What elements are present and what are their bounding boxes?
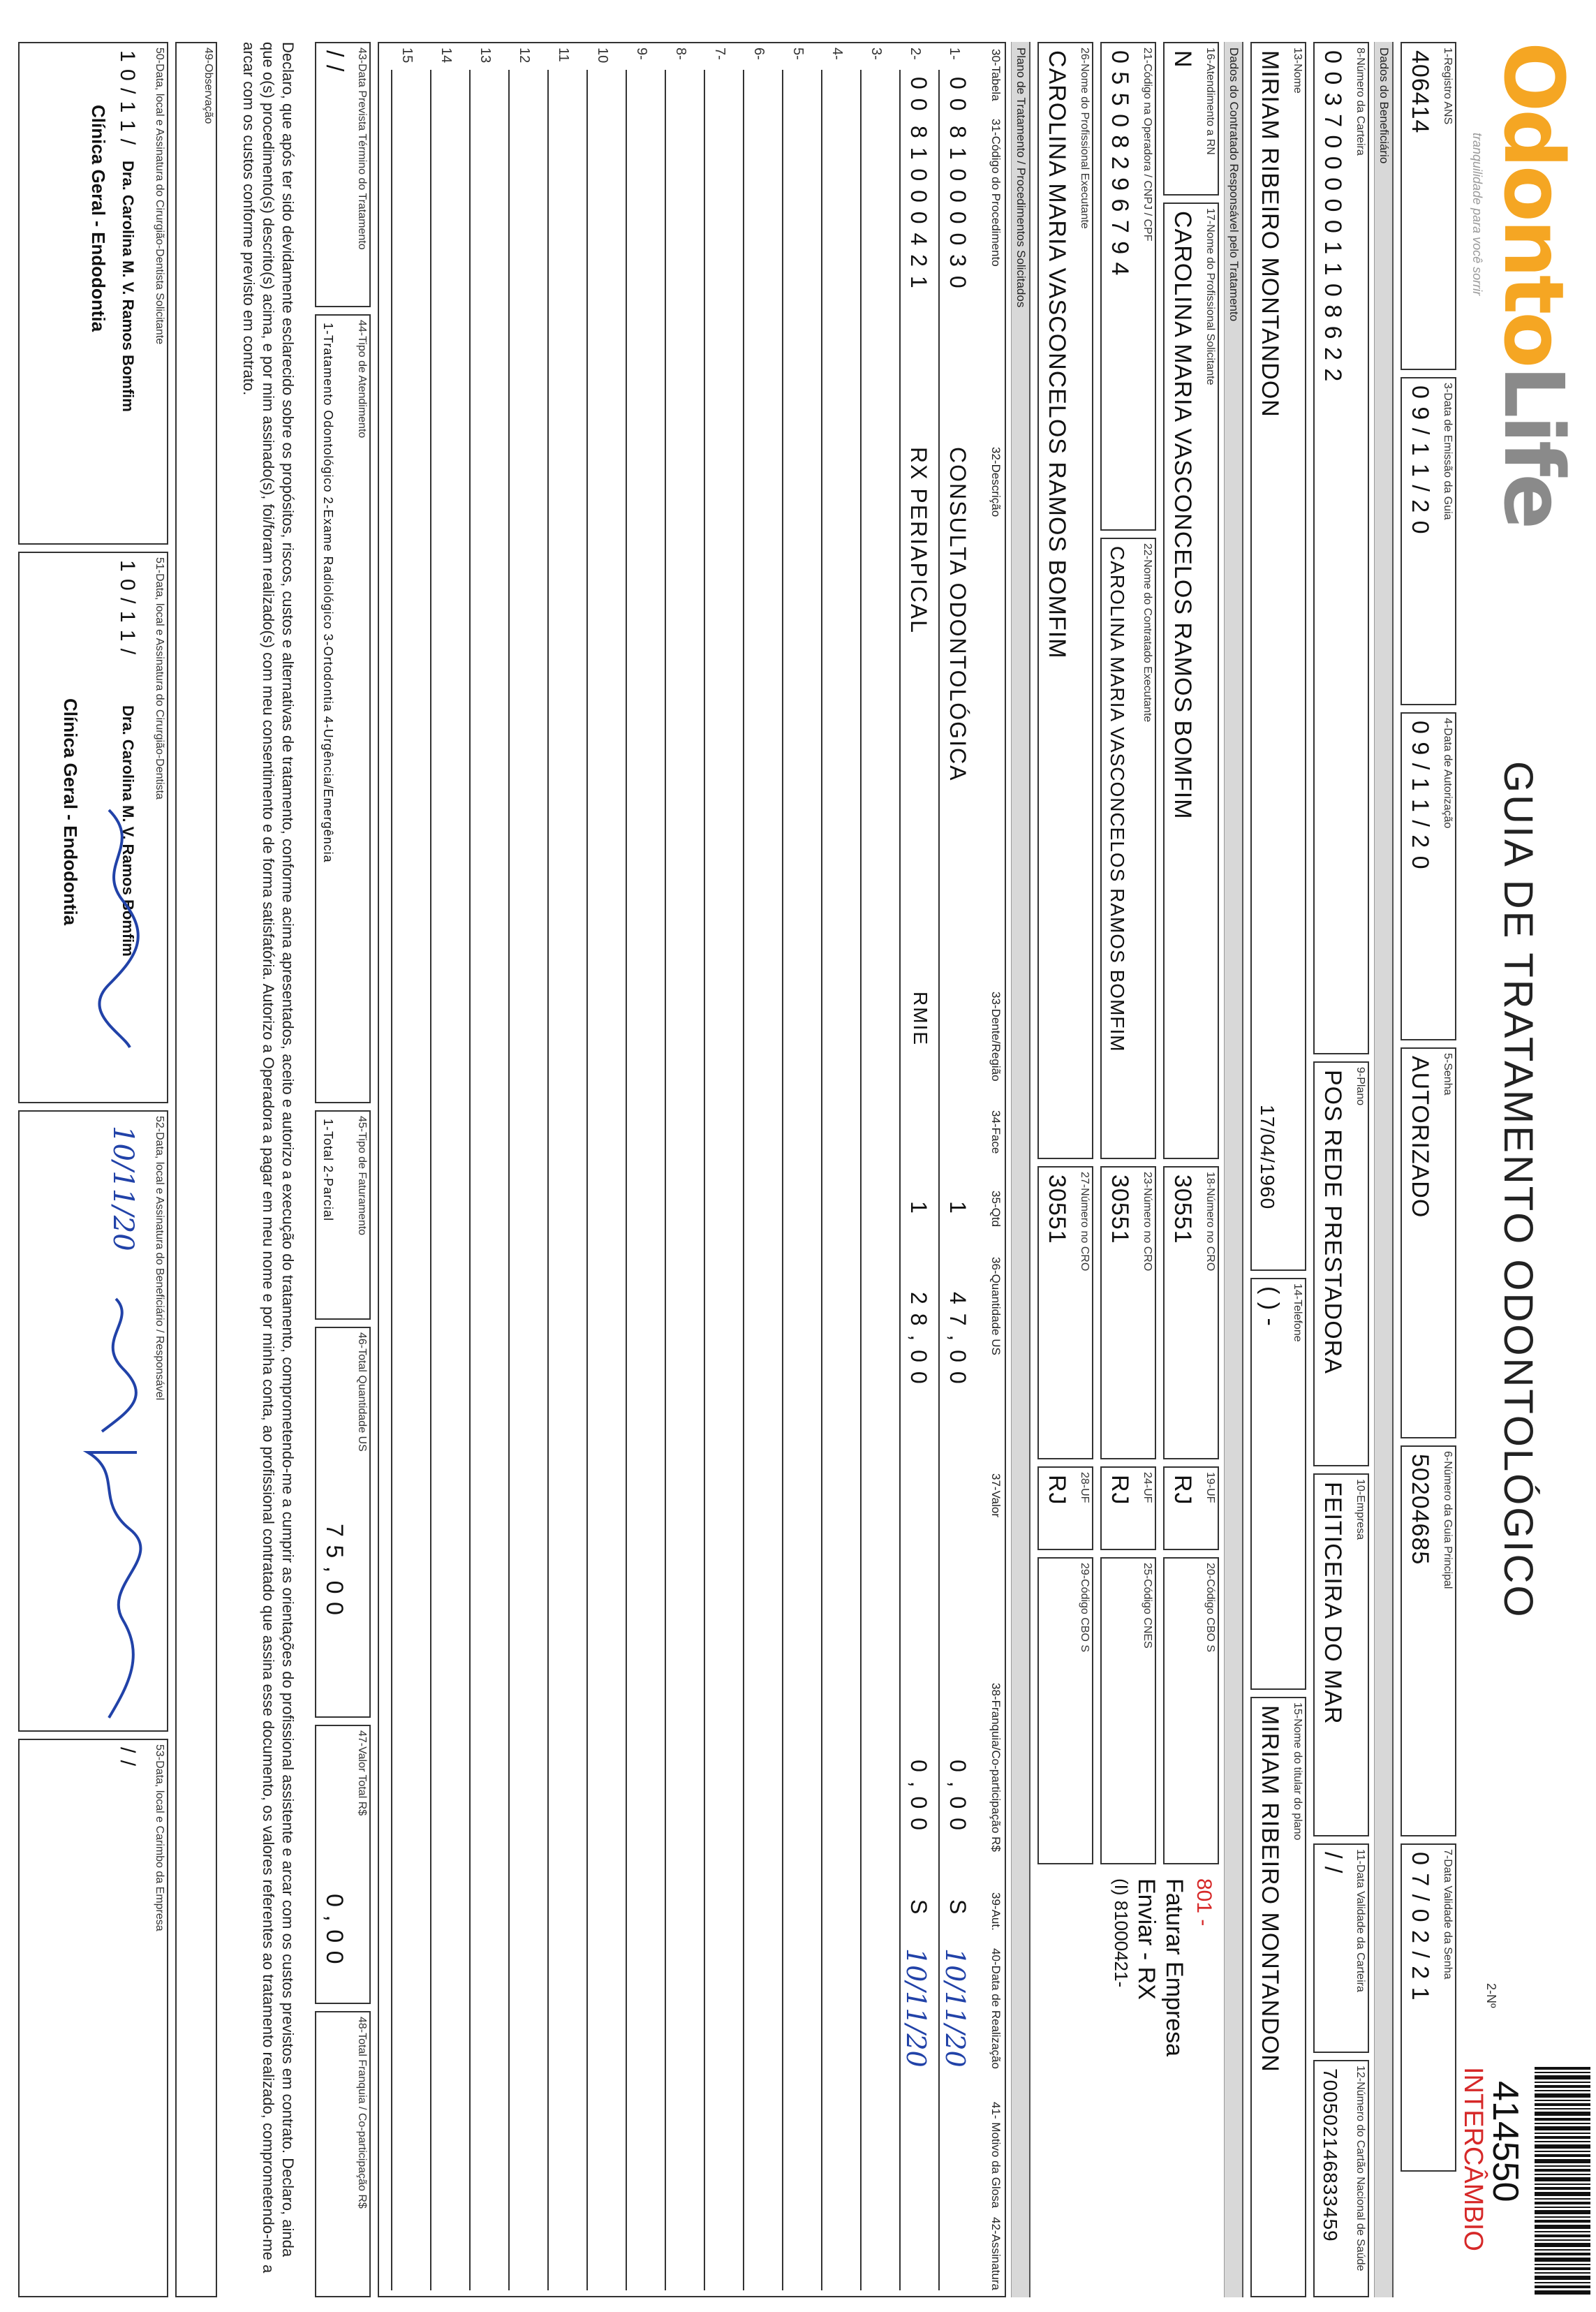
table-row[interactable] bbox=[547, 70, 549, 2290]
col-tabela: 30-Tabela bbox=[989, 49, 1003, 101]
signature-executante-icon bbox=[88, 803, 151, 1054]
field-codigo-operadora[interactable]: 21-Código na Operadora / CNPJ / CPF 0 5 5 0 8 2 9 6 7 9 4 bbox=[1100, 42, 1156, 531]
cell-us: 4 7 , 0 0 bbox=[945, 1292, 970, 1385]
col-valor: 37-Valor bbox=[989, 1473, 1003, 1517]
cell-us: 2 8 , 0 0 bbox=[906, 1292, 931, 1385]
table-row[interactable] bbox=[665, 70, 666, 2290]
col-face: 34-Face bbox=[989, 1110, 1003, 1154]
col-aut: 39-Aut. bbox=[989, 1892, 1003, 1931]
field-data-autorizacao[interactable]: 4-Data de Autorização 0 9 / 1 1 / 2 0 bbox=[1401, 712, 1456, 1040]
row-number: 13 bbox=[478, 47, 493, 64]
table-row[interactable] bbox=[626, 70, 627, 2290]
row-number: 2- bbox=[908, 47, 923, 60]
cell-aut: S bbox=[945, 1899, 970, 1916]
field-guia-principal[interactable]: 6-Número da Guia Principal 50204685 bbox=[1401, 1445, 1456, 1836]
row-number: 8- bbox=[673, 47, 688, 60]
note-code: 801 - bbox=[1192, 1878, 1216, 1927]
stamp-solicitante-line1: Dra. Carolina M. V. Ramos Bomfim bbox=[119, 161, 137, 412]
table-row[interactable] bbox=[743, 70, 744, 2290]
field-cro-executante[interactable]: 27-Número no CRO 30551 bbox=[1037, 1166, 1093, 1459]
cell-codigo: 8 1 0 0 0 4 2 1 bbox=[906, 126, 931, 290]
logo-tagline: tranquilidade para você sorrir bbox=[1470, 133, 1484, 296]
field-uf-executante[interactable]: 28-UF RJ bbox=[1037, 1466, 1093, 1550]
field-profissional-solicitante[interactable]: 17-Nome do Profissional Solicitante CAROLINA MARIA VASCONCELOS RAMOS BOMFIM bbox=[1163, 203, 1219, 1159]
col-franquia: 38-Franquia/Co-participação R$ bbox=[989, 1683, 1003, 1852]
field-validade-senha[interactable]: 7-Data Validade da Senha 0 7 / 0 2 / 2 1 bbox=[1401, 1843, 1456, 2172]
field-assinatura-solicitante[interactable]: 50-Data, local e Assinatura do Cirurgião-Dentista Solicitante 1 0 / 1 1 / bbox=[18, 42, 168, 545]
table-row[interactable] bbox=[586, 70, 588, 2290]
field-uf-solicitante[interactable]: 19-UF RJ bbox=[1163, 1466, 1219, 1550]
field-titular[interactable]: 15-Nome do titular do plano MIRIAM RIBEIRO MONTANDON bbox=[1250, 1697, 1306, 2297]
cell-franquia: 0 , 0 0 bbox=[945, 1760, 970, 1832]
cell-qtd: 1 bbox=[906, 1201, 931, 1215]
field-atendimento-rn[interactable]: 16-Atendimento a RN N bbox=[1163, 42, 1219, 196]
section-beneficiario: Dados do Beneficiário bbox=[1374, 42, 1394, 2297]
field-assinatura-executante[interactable]: 51-Data, local e Assinatura do Cirurgião-Dentista 1 0 / 1 1 / bbox=[18, 552, 168, 1103]
field-cbo-executante[interactable]: 29-Código CBO S bbox=[1037, 1557, 1093, 1864]
table-row[interactable] bbox=[430, 70, 431, 2290]
cell-descricao: RX PERIAPICAL bbox=[906, 447, 931, 634]
cell-data: 10/11/20 bbox=[901, 1948, 931, 2068]
birth-date: 17/04/1960 bbox=[1257, 1105, 1278, 1210]
cell-tabela: 0 0 bbox=[945, 77, 970, 112]
cell-qtd: 1 bbox=[945, 1201, 970, 1215]
document-title: GUIA DE TRATAMENTO ODONTOLÓGICO bbox=[1495, 761, 1541, 1619]
field-tipo-atendimento[interactable]: 44-Tipo de Atendimento 1-Tratamento Odontológico 2-Exame Radiológico 3-Ortodontia 4-Urgência/Emergência bbox=[315, 314, 371, 1103]
col-motivo-glosa: 41- Motivo da Glosa bbox=[989, 2102, 1003, 2209]
table-row[interactable] bbox=[469, 70, 471, 2290]
signature-beneficiario-icon bbox=[74, 1292, 151, 1725]
row-number: 6- bbox=[751, 47, 767, 60]
field-cartao-sus[interactable]: 12-Número do Cartão Nacional de Saúde 700502146833459 bbox=[1313, 2060, 1369, 2297]
cell-tabela: 0 0 bbox=[906, 77, 931, 112]
field-contratado-executante[interactable]: 22-Nome do Contratado Executante CAROLINA MARIA VASCONCELOS RAMOS BOMFIM bbox=[1100, 538, 1156, 1159]
field-telefone[interactable]: 14-Telefone ( ) - bbox=[1250, 1278, 1306, 1690]
field-numero-carteira[interactable]: 8-Número da Carteira 0 0 3 7 0 0 0 0 0 1 1 0 8 6 2 2 bbox=[1313, 42, 1369, 1054]
cell-descricao: CONSULTA ODONTOLÓGICA bbox=[945, 447, 970, 782]
field-data-emissao[interactable]: 3-Data de Emissão da Guia 0 9 / 1 1 / 2 0 bbox=[1401, 377, 1456, 705]
row-number: 11 bbox=[556, 47, 571, 62]
barcode-icon bbox=[1535, 2067, 1590, 2297]
table-row[interactable] bbox=[782, 70, 783, 2290]
row-number: 15 bbox=[399, 47, 415, 64]
guide-number-label: 2-Nº bbox=[1484, 1983, 1498, 2008]
col-quantidade-us: 36-Quantidade US bbox=[989, 1257, 1003, 1355]
cell-data: 10/11/20 bbox=[940, 1948, 970, 2068]
field-observacao[interactable]: 49-Observação bbox=[175, 42, 217, 2297]
table-row[interactable] bbox=[391, 70, 392, 2290]
note-procedure: (I) 81000421- bbox=[1111, 1878, 1132, 1988]
field-empresa[interactable]: 10-Empresa FEITICEIRA DO MAR bbox=[1313, 1473, 1369, 1836]
odontolife-logo: OdontoLife bbox=[1486, 42, 1582, 527]
field-profissional-executante[interactable]: 26-Nome do Profissional Executante CAROLINA MARIA VASCONCELOS RAMOS BOMFIM bbox=[1037, 42, 1093, 1159]
field-tipo-faturamento[interactable]: 45-Tipo de Faturamento 1-Total 2-Parcial bbox=[315, 1110, 371, 1320]
field-registro-ans[interactable]: 1-Registro ANS 406414 bbox=[1401, 42, 1456, 370]
field-total-us[interactable]: 46-Total Quantidade US 7 5 , 0 0 bbox=[315, 1327, 371, 1718]
col-descricao: 32-Descrição bbox=[989, 447, 1003, 517]
row-number: 1- bbox=[947, 47, 962, 60]
stamp-solicitante-line2: Clínica Geral - Endodontia bbox=[88, 105, 109, 332]
field-plano[interactable]: 9-Plano POS REDE PRESTADORA bbox=[1313, 1061, 1369, 1466]
note-faturar: Faturar Empresa bbox=[1161, 1878, 1188, 2057]
field-total-franquia[interactable]: 48-Total Franquia / Co-participação R$ bbox=[315, 2011, 371, 2297]
note-enviar: Enviar - RX bbox=[1133, 1878, 1160, 2000]
field-assinatura-beneficiario[interactable]: 52-Data, local e Assinatura do Beneficiário / Responsável 10/11/20 bbox=[18, 1110, 168, 1732]
field-data-prevista[interactable]: 43-Data Prevista Término do Tratamento / / bbox=[315, 42, 371, 307]
col-dente: 33-Dente/Região bbox=[989, 992, 1003, 1082]
row-number: 12 bbox=[517, 47, 532, 64]
field-uf-contratado[interactable]: 24-UF RJ bbox=[1100, 1466, 1156, 1550]
field-nome[interactable]: 13-Nome MIRIAM RIBEIRO MONTANDON 17/04/1960 bbox=[1250, 42, 1306, 1271]
row-number: 3- bbox=[869, 47, 884, 60]
row-number: 10 bbox=[595, 47, 610, 64]
col-codigo: 31-Código do Procedimento bbox=[989, 119, 1003, 267]
row-number: 7- bbox=[712, 47, 727, 60]
section-plano: Plano de Tratamento / Procedimentos Solicitados bbox=[1011, 42, 1030, 2297]
cell-franquia: 0 , 0 0 bbox=[906, 1760, 931, 1832]
declaration-text: Declaro, que após ter sido devidamente esclarecido sobre os propósitos, riscos, custos e alternativas de tratamento, conforme acima apresentados, aceito e autorizo a execução do tratamento, comprometendo-me a cumprir as orientações do profissional assistente e arcar com os custos previstos em contrato. Declaro, ainda que o(s) procedimento(s) descrito(s) acima, e por mim assinado(s), foi/foram realizado(s) com meu consentimento e de forma satisfatória. Autorizo a Operadora a pagar em meu nome e por minha conta, ao profissional contratado que assina esse documento, os valores referentes ao tratamento realizado, comprometendo-me a arcar com os custos conforme previsto em contrato. bbox=[240, 42, 297, 2274]
beneficiario-date: 10/11/20 bbox=[107, 1126, 139, 1251]
guide-tag: INTERCÂMBIO bbox=[1458, 2067, 1488, 2251]
field-cro-solicitante[interactable]: 18-Número no CRO 30551 bbox=[1163, 1166, 1219, 1459]
table-row[interactable] bbox=[821, 70, 822, 2290]
cell-dente: RMIE bbox=[910, 992, 931, 1046]
field-carimbo-empresa[interactable]: 53-Data, local e Carimbo da Empresa / / bbox=[18, 1739, 168, 2297]
stamp-executante-line1: Dra. Carolina M. V. Ramos Bomfim bbox=[119, 705, 137, 957]
field-valor-total[interactable]: 47-Valor Total R$ 0 , 0 0 bbox=[315, 1725, 371, 2004]
cell-codigo: 8 1 0 0 0 0 3 0 bbox=[945, 126, 970, 290]
col-qtd: 35-Qtd bbox=[989, 1191, 1003, 1227]
guide-number: 414550 bbox=[1485, 2081, 1525, 2202]
field-senha[interactable]: 5-Senha AUTORIZADO bbox=[1401, 1047, 1456, 1438]
stamp-executante-line2: Clínica Geral - Endodontia bbox=[60, 698, 81, 926]
field-cro-contratado[interactable]: 23-Número no CRO 30551 bbox=[1100, 1166, 1156, 1459]
table-row[interactable] bbox=[704, 70, 705, 2290]
field-cbo-solicitante[interactable]: 20-Código CBO S bbox=[1163, 1557, 1219, 1864]
col-data-realizacao: 40-Data de Realização bbox=[989, 1948, 1003, 2069]
row-number: 5- bbox=[790, 47, 806, 60]
field-validade-carteira[interactable]: 11-Data Validade da Carteira / / bbox=[1313, 1843, 1369, 2053]
cell-aut: S bbox=[906, 1899, 931, 1916]
row-number: 14 bbox=[438, 47, 454, 64]
table-row[interactable] bbox=[508, 70, 510, 2290]
row-number: 9- bbox=[634, 47, 649, 60]
row-number: 4- bbox=[829, 47, 845, 60]
col-assinatura: 42-Assinatura bbox=[989, 2217, 1003, 2290]
table-row[interactable] bbox=[860, 70, 862, 2290]
section-contratado: Dados do Contratado Responsável pelo Tratamento bbox=[1224, 42, 1243, 2297]
field-cnes[interactable]: 25-Código CNES bbox=[1100, 1557, 1156, 1864]
